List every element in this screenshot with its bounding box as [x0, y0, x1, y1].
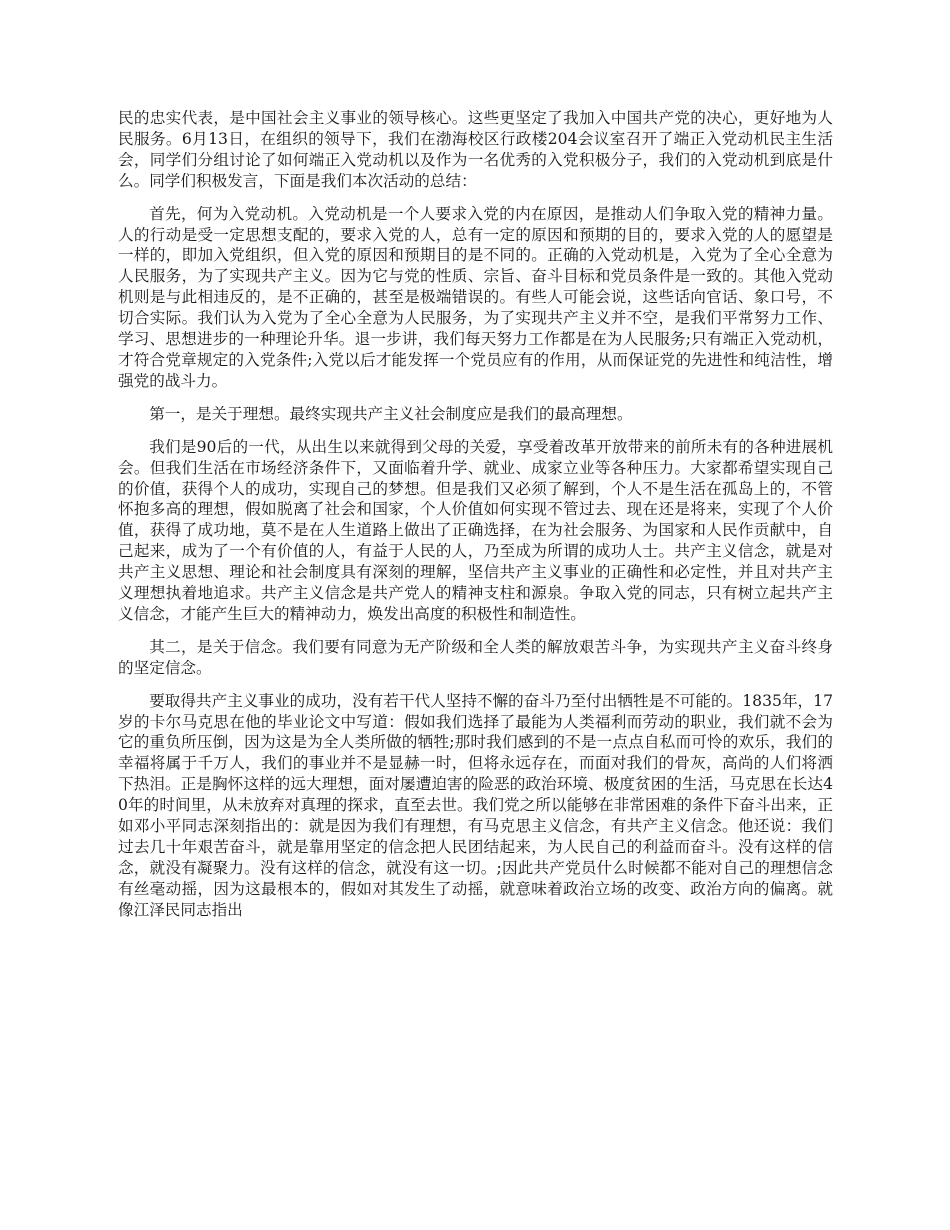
paragraph-ideal-body: 我们是90后的一代，从出生以来就得到父母的关爱，享受着改革开放带来的前所未有的各种进展机会。但我们生活在市场经济条件下，又面临着升学、就业、成家立业等各种压力。大家都希望实现自己的价值，获得个人的成功，实现自己的梦想。但是我们又必须了解到，个人不是生活在孤岛上的，不管怀抱多高的理想，假如脱离了社会和国家，个人价值如何实现不管过去、现在还是将来，实现了个人价值，获得了成功地，莫不是在人生道路上做出了正确选择，在为社会服务、为国家和人民作贡献中，自己起来，成为了一个有价值的人，有益于人民的人，乃至成为所谓的成功人士。共产主义信念，就是对共产主义思想、理论和社会制度具有深刻的理解，坚信共产主义事业的正确性和必定性，并且对共产主义理想执着地追求。共产主义信念是共产党人的精神支柱和源泉。争取入党的同志，只有树立起共产主义信念，才能产生巨大的精神动力，焕发出高度的积极性和制造性。: [118, 437, 833, 623]
paragraph-intro: 民的忠实代表，是中国社会主义事业的领导核心。这些更坚定了我加入中国共产党的决心，更好地为人民服务。6月13日，在组织的领导下，我们在渤海校区行政楼204会议室召开了端正入党动机民主生活会，同学们分组讨论了如何端正入党动机以及作为一名优秀的入党积极分子，我们的入党动机到底是什么。同学们积极发言，下面是我们本次活动的总结：: [118, 109, 833, 190]
document-body: [118, 108, 833, 933]
paragraph-ideal-heading: 第一，是关于理想。最终实现共产主义社会制度应是我们的最高理想。: [149, 404, 633, 423]
paragraph-motivation: 首先，何为入党动机。入党动机是一个人要求入党的内在原因，是推动人们争取入党的精神力量。人的行动是受一定思想支配的，要求入党的人，总有一定的原因和预期的目的，要求入党的人的愿望是一样的，即加入党组织，但入党的原因和预期目的是不同的。正确的入党动机是，入党为了全心全意为人民服务，为了实现共产主义。因为它与党的性质、宗旨、奋斗目标和党员条件是一致的。其他入党动机则是与此相违反的，是不正确的，甚至是极端错误的。有些人可能会说，这些话向官话、象口号，不切合实际。我们认为入党为了全心全意为人民服务，为了实现共产主义并不空，是我们平常努力工作、学习、思想进步的一种理论升华。退一步讲，我们每天努力工作都是在为人民服务;只有端正入党动机，才符合党章规定的入党条件;入党以后才能发挥一个党员应有的作用，从而保证党的先进性和纯洁性，增强党的战斗力。: [118, 204, 833, 390]
paragraph-belief-body: 要取得共产主义事业的成功，没有若干代人坚持不懈的奋斗乃至付出牺牲是不可能的。1835年，17岁的卡尔马克思在他的毕业论文中写道：假如我们选择了最能为人类福利而劳动的职业，我们就不会为它的重负所压倒，因为这是为全人类所做的牺牲;那时我们感到的不是一点点自私而可怜的欢乐，我们的幸福将属于千万人，我们的事业并不是显赫一时，但将永远存在，而面对我们的骨灰，高尚的人们将洒下热泪。正是胸怀这样的远大理想，面对屡遭迫害的险恶的政治环境、极度贫困的生活，马克思在长达40年的时间里，从未放弃对真理的探求，直至去世。我们党之所以能够在非常困难的条件下奋斗出来，正如邓小平同志深刻指出的：就是因为我们有理想，有马克思主义信念，有共产主义信念。他还说：我们过去几十年艰苦奋斗，就是靠用坚定的信念把人民团结起来，为人民自己的利益而奋斗。没有这样的信念，就没有凝聚力。没有这样的信念，就没有这一切。;因此共产党员什么时候都不能对自己的理想信念有丝毫动摇，因为这最根本的，假如对其发生了动摇，就意味着政治立场的改变、政治方向的偏离。就像江泽民同志指出: [118, 691, 833, 919]
paragraph-belief-heading: 其二，是关于信念。我们要有同意为无产阶级和全人类的解放艰苦斗争，为实现共产主义奋斗终身的坚定信念。: [118, 637, 833, 677]
